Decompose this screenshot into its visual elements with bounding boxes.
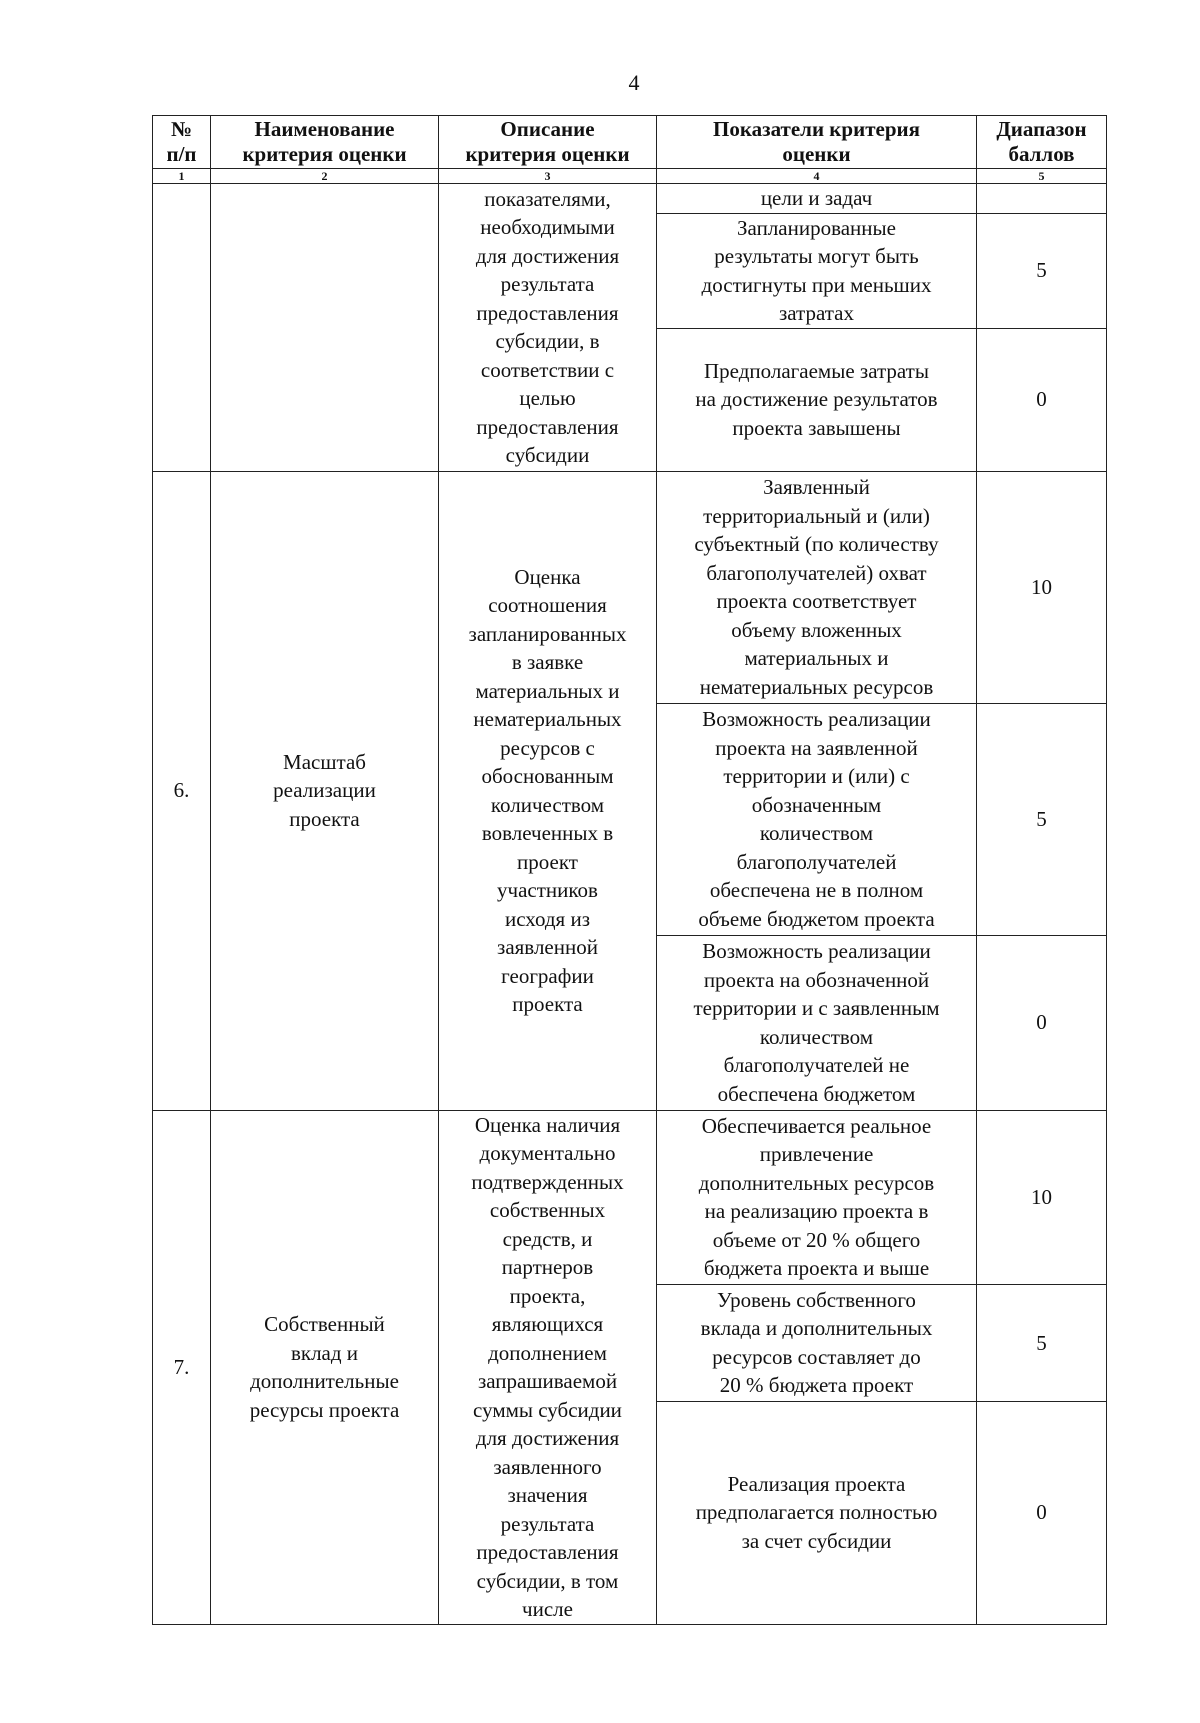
- indicator-score: 5: [977, 213, 1107, 328]
- indicator-text: Обеспечивается реальное привлечение дополнительных ресурсов на реализацию проекта в объеме от 20 % общего бюджета проекта и выше: [657, 1110, 977, 1285]
- table-row: [153, 1110, 1107, 1285]
- column-number: 1: [153, 169, 211, 184]
- continuation-first-score: [977, 184, 1107, 214]
- indicator-score: 0: [977, 935, 1107, 1110]
- column-number: 4: [657, 169, 977, 184]
- criterion-6-description: Оценка соотношения запланированных в заявке материальных и нематериальных ресурсов с обоснованным количеством вовлеченных в проект участников исходя из заявленной географии проекта: [439, 471, 657, 1110]
- column-number: 3: [439, 169, 657, 184]
- criterion-6-name: Масштаб реализации проекта: [211, 471, 439, 1110]
- indicator-text: Возможность реализации проекта на заявленной территории и (или) с обозначенным количеством благополучателей обеспечена не в полном объеме бюджетом проекта: [657, 703, 977, 935]
- continuation-name-cell: [211, 184, 439, 472]
- header-indicators: Показатели критерия оценки: [657, 116, 977, 169]
- criterion-7-description: Оценка наличия документально подтвержденных собственных средств, и партнеров проекта, являющихся дополнением запрашиваемой суммы субсидии для достижения заявленного значения результата предоставления субсидии, в том числе: [439, 1110, 657, 1624]
- indicator-score: 5: [977, 1285, 1107, 1401]
- indicator-text: Предполагаемые затраты на достижение результатов проекта завышены: [657, 328, 977, 471]
- indicator-text: Заявленный территориальный и (или) субъектный (по количеству благополучателей) охват проекта соответствует объему вложенных материальных и нематериальных ресурсов: [657, 471, 977, 703]
- column-numbers-row: [153, 169, 1107, 184]
- page-number: 4: [628, 70, 640, 95]
- indicator-text: Запланированные результаты могут быть достигнуты при меньших затратах: [657, 213, 977, 328]
- indicator-text: Уровень собственного вклада и дополнительных ресурсов составляет до 20 % бюджета проект: [657, 1285, 977, 1401]
- table-row: [153, 184, 1107, 214]
- indicator-score: 0: [977, 1401, 1107, 1624]
- header-num: № п/п: [153, 116, 211, 169]
- criterion-7-num: 7.: [153, 1110, 211, 1624]
- continuation-description: показателями, необходимыми для достижения результата предоставления субсидии, в соответствии с целью предоставления субсидии: [439, 184, 657, 472]
- header-row: [153, 116, 1107, 169]
- criterion-6-num: 6.: [153, 471, 211, 1110]
- indicator-score: 5: [977, 703, 1107, 935]
- indicator-score: 10: [977, 1110, 1107, 1285]
- criterion-7-name: Собственный вклад и дополнительные ресурсы проекта: [211, 1110, 439, 1624]
- table-row: [153, 471, 1107, 703]
- criteria-table: [152, 115, 1107, 1625]
- continuation-num-cell: [153, 184, 211, 472]
- column-number: 5: [977, 169, 1107, 184]
- header-name: Наименование критерия оценки: [211, 116, 439, 169]
- header-description: Описание критерия оценки: [439, 116, 657, 169]
- continuation-first-indicator: цели и задач: [657, 184, 977, 214]
- indicator-score: 10: [977, 471, 1107, 703]
- indicator-text: Возможность реализации проекта на обозначенной территории и с заявленным количеством благополучателей не обеспечена бюджетом: [657, 935, 977, 1110]
- indicator-score: 0: [977, 328, 1107, 471]
- indicator-text: Реализация проекта предполагается полностью за счет субсидии: [657, 1401, 977, 1624]
- column-number: 2: [211, 169, 439, 184]
- header-range: Диапазон баллов: [977, 116, 1107, 169]
